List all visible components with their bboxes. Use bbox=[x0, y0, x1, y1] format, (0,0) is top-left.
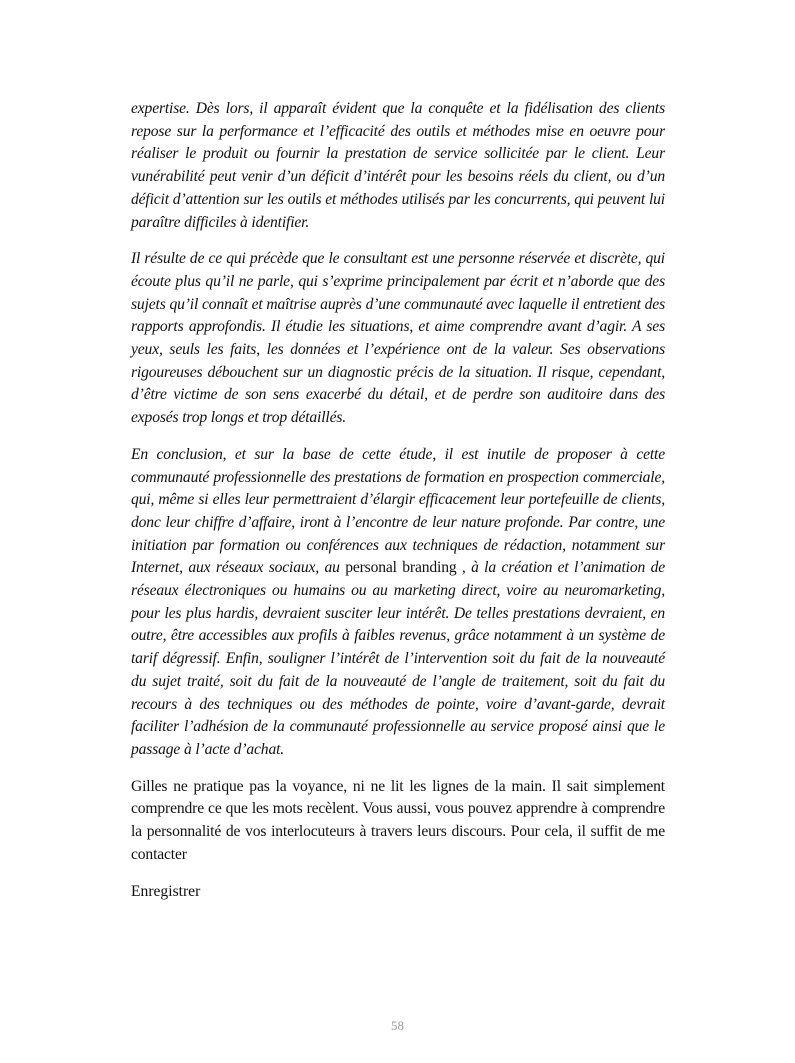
conclusion-text-part-2: , à la création et l’animation de réseaux électroniques ou humains ou au marketing direct, voire au neuromarketing, pour les plus hardis, devraient susciter leur intérêt. De telles prestations devraient, en outre, être accessibles aux profils à faibles revenus, grâce notamment à un système de tarif dégressif. Enfin, souligner l’intérêt de l’intervention soit du fait de la nouveauté du sujet traité, soit du fait de la nouveauté de l’angle de traitement, soit du fait du recours à des techniques ou des méthodes de pointe, voire d’avant-garde, devrait faciliter l’adhésion de la communauté professionnelle au service proposé ainsi que le passage à l’acte d’achat. bbox=[131, 559, 665, 758]
save-link[interactable]: Enregistrer bbox=[131, 882, 201, 900]
paragraph-contact: Gilles ne pratique pas la voyance, ni ne lit les lignes de la main. Il sait simplement comprendre ce que les mots recèlent. Vous aussi, vous pouvez apprendre à comprendre la personnalité de vos interlocuteurs à travers leurs discours. Pour cela, il suffit de me contacter bbox=[131, 777, 665, 863]
paragraph-conclusion bbox=[131, 444, 665, 762]
page-number: 58 bbox=[391, 1018, 404, 1033]
paragraph-expertise: expertise. Dès lors, il apparaît évident que la conquête et la fidélisation des clients repose sur la performance et l’efficacité des outils et méthodes mise en oeuvre pour réaliser le produit ou fournir la prestation de service sollicitée par le client. Leur vunérabilité peut venir d’un déficit d’intérêt pour les besoins réels du client, ou d’un déficit d’attention sur les outils et méthodes utilisés par les concurrents, qui peuvent lui paraître difficiles à identifier. bbox=[131, 100, 665, 231]
document-page bbox=[131, 98, 665, 903]
conclusion-text-part-1: En conclusion, et sur la base de cette étude, il est inutile de proposer à cette communauté professionnelle des prestations de formation en prospection commerciale, qui, même si elles leur permettraient d’élargir efficacement leur portefeuille de clients, donc leur chiffre d’affaire, iront à l’encontre de leur nature profonde. Par contre, une initiation par formation ou conférences aux techniques de rédaction, notamment sur Internet, aux réseaux sociaux, au bbox=[131, 445, 665, 577]
paragraph-consultant-profile: Il résulte de ce qui précède que le consultant est une personne réservée et discrète, qui écoute plus qu’il ne parle, qui s’exprime principalement par écrit et n’aborde que des sujets qu’il connaît et maîtrise auprès d’une communauté avec laquelle il entretient des rapports approfondis. Il étudie les situations, et aime comprendre avant d’agir. A ses yeux, seuls les faits, les données et l’expérience ont de la valeur. Ses observations rigoureuses débouchent sur un diagnostic précis de la situation. Il risque, cependant, d’être victime de son sens exacerbé du détail, et de perdre son auditoire dans des exposés trop longs et trop détaillés. bbox=[131, 250, 665, 427]
personal-branding-term: personal branding bbox=[345, 559, 457, 577]
